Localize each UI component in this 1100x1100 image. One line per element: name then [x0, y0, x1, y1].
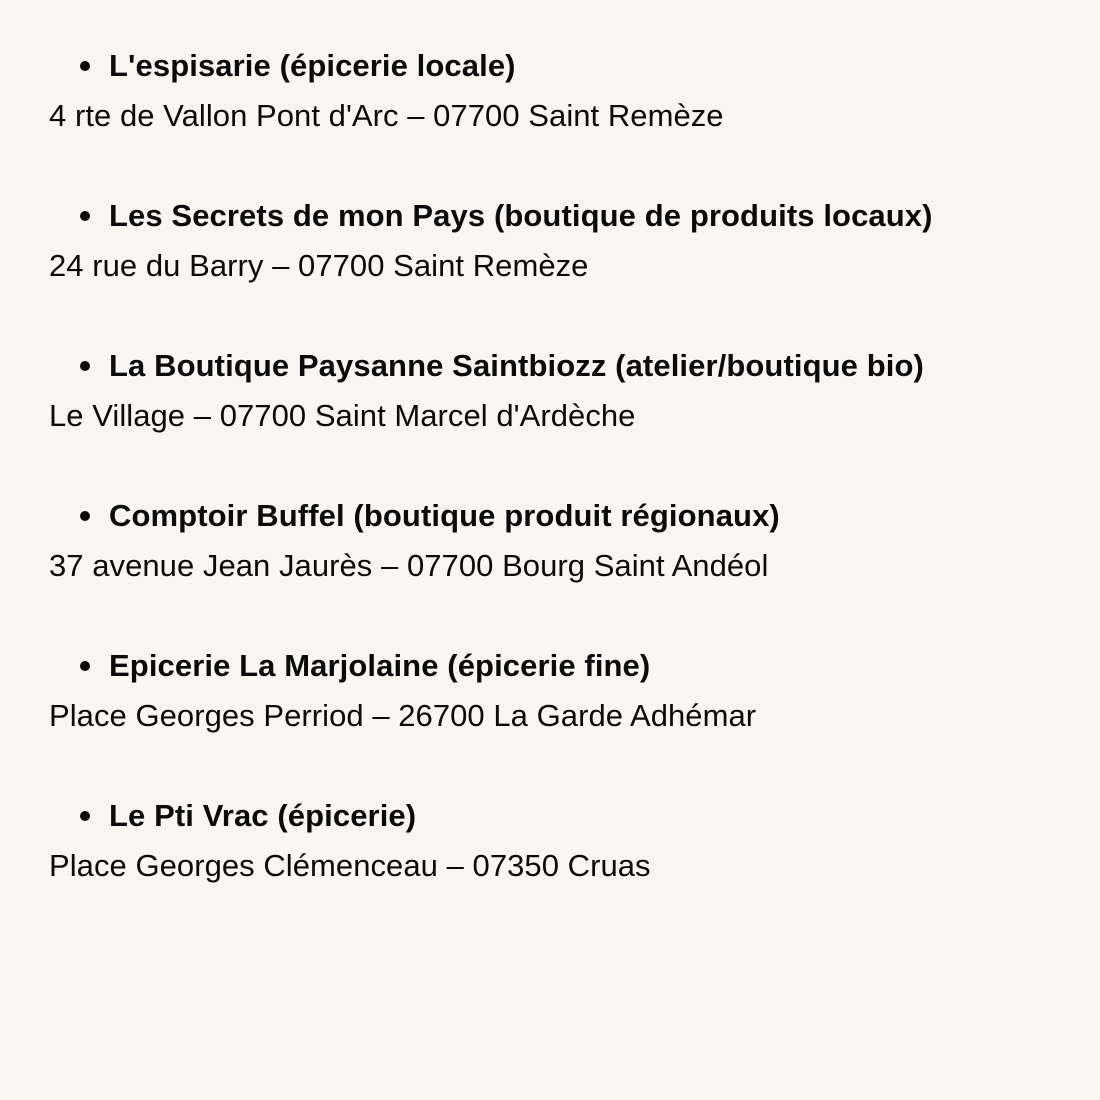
shop-title-line [80, 644, 650, 688]
shop-address: 37 avenue Jean Jaurès – 07700 Bourg Saint Andéol [49, 548, 769, 583]
shop-entry-lespisarie [0, 44, 1100, 194]
shop-address: Le Village – 07700 Saint Marcel d'Ardèche [49, 398, 636, 433]
shop-title-line [80, 494, 780, 538]
shop-entry-epicerie-la-marjolaine [0, 644, 1100, 794]
shop-address: 4 rte de Vallon Pont d'Arc – 07700 Saint Remèze [49, 98, 724, 133]
shop-type: (boutique produit régionaux) [353, 498, 780, 533]
shop-title-line [80, 344, 924, 388]
shop-type: (atelier/boutique bio) [615, 348, 924, 383]
shop-address: Place Georges Perriod – 26700 La Garde Adhémar [49, 698, 757, 733]
shop-address: 24 rue du Barry – 07700 Saint Remèze [49, 248, 589, 283]
shop-list [0, 44, 1100, 944]
shop-type: (épicerie) [277, 798, 417, 833]
shop-type: (épicerie fine) [447, 648, 651, 683]
shop-address: Place Georges Clémenceau – 07350 Cruas [49, 848, 651, 883]
shop-entry-le-pti-vrac [0, 794, 1100, 944]
shop-name: Epicerie La Marjolaine [109, 648, 439, 683]
shop-title-line [80, 194, 933, 238]
shop-name: La Boutique Paysanne Saintbiozz [109, 348, 607, 383]
bullet-icon [80, 61, 90, 71]
shop-title-line [80, 794, 416, 838]
shop-type: (épicerie locale) [279, 48, 516, 83]
bullet-icon [80, 811, 90, 821]
shop-entry-comptoir-buffel [0, 494, 1100, 644]
shop-name: L'espisarie [109, 48, 271, 83]
bullet-icon [80, 211, 90, 221]
bullet-icon [80, 661, 90, 671]
bullet-icon [80, 511, 90, 521]
shop-name: Le Pti Vrac [109, 798, 269, 833]
shop-name: Comptoir Buffel [109, 498, 345, 533]
shop-name: Les Secrets de mon Pays [109, 198, 486, 233]
bullet-icon [80, 361, 90, 371]
shop-entry-les-secrets-de-mon-pays [0, 194, 1100, 344]
shop-title-line [80, 44, 516, 88]
shop-entry-la-boutique-paysanne-saintbiozz [0, 344, 1100, 494]
shop-type: (boutique de produits locaux) [493, 198, 933, 233]
